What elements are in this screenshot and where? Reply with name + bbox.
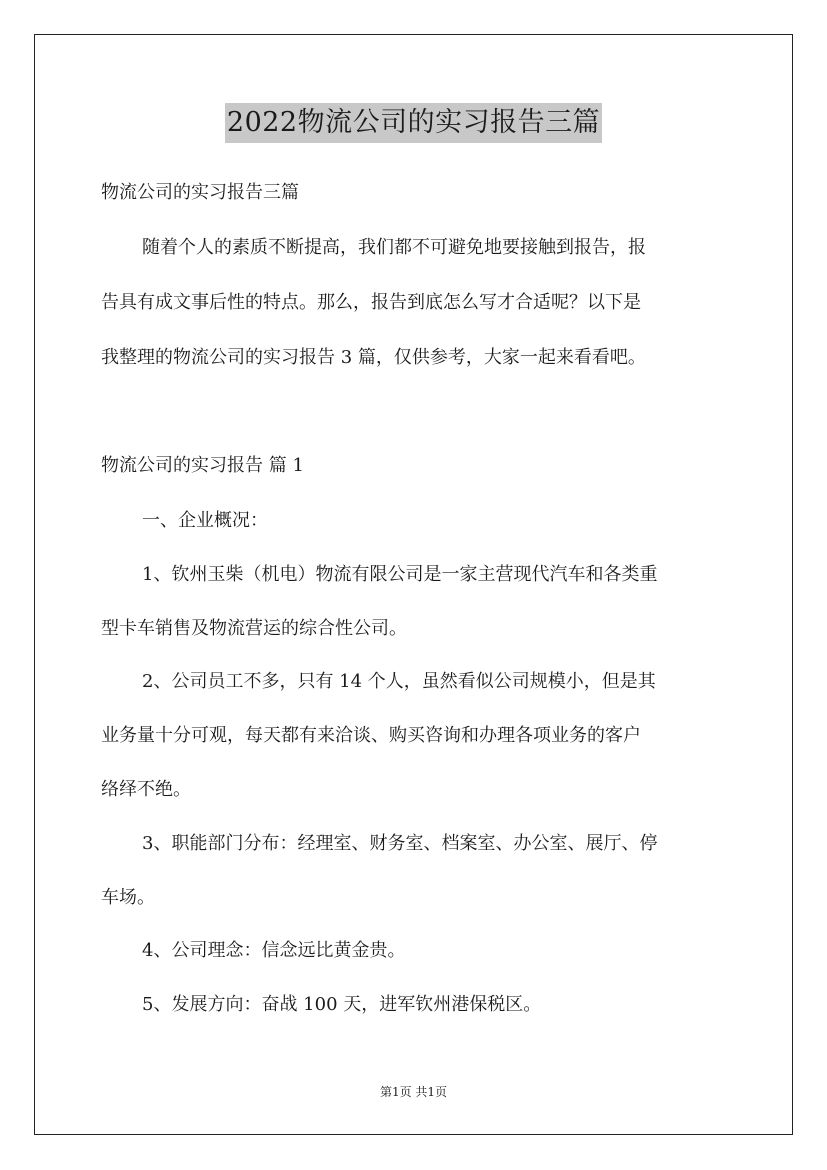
page-footer: 第1页 共1页 — [379, 1085, 448, 1099]
body-line-9: 4、公司理念：信念远比黄金贵。 — [142, 940, 406, 961]
document-subtitle: 物流公司的实习报告三篇 — [101, 182, 299, 203]
body-line-7: 3、职能部门分布：经理室、财务室、档案室、办公室、展厅、停 — [142, 833, 658, 854]
intro-line-3: 我整理的物流公司的实习报告 3 篇，仅供参考，大家一起来看看吧。 — [101, 347, 646, 368]
body-line-4: 2、公司员工不多，只有 14 个人，虽然看似公司规模小，但是其 — [142, 671, 656, 692]
body-line-2: 1、钦州玉柴（机电）物流有限公司是一家主营现代汽车和各类重 — [142, 564, 658, 585]
body-line-1: 一、企业概况： — [142, 510, 268, 531]
body-line-3: 型卡车销售及物流营运的综合性公司。 — [101, 618, 407, 639]
body-line-5: 业务量十分可观，每天都有来洽谈、购买咨询和办理各项业务的客户 — [101, 725, 641, 746]
intro-line-2: 告具有成文事后性的特点。那么，报告到底怎么写才合适呢？以下是 — [101, 292, 641, 313]
intro-line-1: 随着个人的素质不断提高，我们都不可避免地要接触到报告，报 — [142, 237, 646, 258]
body-line-8: 车场。 — [101, 887, 155, 908]
title-container — [0, 103, 827, 143]
document-title: 2022物流公司的实习报告三篇 — [225, 103, 602, 143]
section-heading: 物流公司的实习报告 篇 1 — [101, 455, 304, 476]
body-line-6: 络绎不绝。 — [101, 779, 191, 800]
body-line-10: 5、发展方向：奋战 100 天，进军钦州港保税区。 — [142, 994, 542, 1015]
